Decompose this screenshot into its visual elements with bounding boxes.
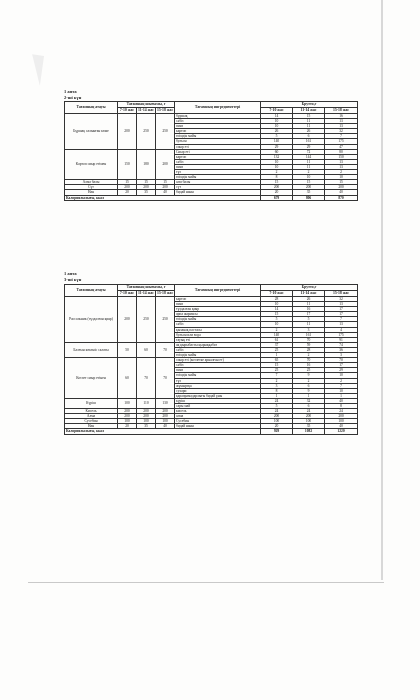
gross-value: 40 <box>325 190 358 195</box>
ingredient-name: алма <box>175 414 261 419</box>
portion-value: 50 <box>118 342 137 357</box>
gross-value: 28 <box>293 347 325 352</box>
gross-value: 11 <box>293 302 325 307</box>
ingredient-name: тұз <box>175 170 261 175</box>
gross-value: 100 <box>261 419 293 424</box>
total-label: Калориялылығы, ккал <box>65 195 261 200</box>
portion-value: 150 <box>118 149 137 180</box>
ingredient-name: қызанақ пастасы <box>175 327 261 332</box>
portion-value: 35 <box>137 424 156 429</box>
portion-value: 200 <box>118 414 137 419</box>
gross-value: 5 <box>261 134 293 139</box>
portion-value: 200 <box>137 414 156 419</box>
gross-value: 24 <box>293 409 325 414</box>
ingredient-name: қарапрамадарлығы бидай ұны <box>175 393 261 398</box>
gross-value: 150 <box>325 154 358 159</box>
gross-value: 13 <box>325 164 358 169</box>
gross-value: 2 <box>261 170 293 175</box>
gross-value: 200 <box>325 185 358 190</box>
gross-value: 29 <box>325 368 358 373</box>
page-bottom-edge <box>28 582 384 583</box>
gross-value: 4 <box>325 327 358 332</box>
portion-value: 100 <box>156 419 175 424</box>
portion-value: 200 <box>156 414 175 419</box>
portion-value: 100 <box>137 419 156 424</box>
total-value: 929 <box>261 429 293 434</box>
ingredient-name: өсімдік майы <box>175 373 261 378</box>
gross-value: 100 <box>325 419 358 424</box>
gross-value: 10 <box>261 302 293 307</box>
gross-value: 10 <box>261 164 293 169</box>
ingredient-name: тұз <box>175 378 261 383</box>
gross-value: 61 <box>261 337 293 342</box>
gross-value: 11 <box>293 124 325 129</box>
total-value: 1082 <box>293 429 325 434</box>
gross-value: 13 <box>325 124 358 129</box>
ingredient-name: сәбіз <box>175 159 261 164</box>
portion-value: 20 <box>118 424 137 429</box>
gross-value: 16 <box>293 363 325 368</box>
gross-value: 7 <box>325 134 358 139</box>
gross-value: 65 <box>261 358 293 363</box>
portion-value: 200 <box>156 185 175 190</box>
gross-value: 6 <box>293 403 325 408</box>
gross-value: 17 <box>325 312 358 317</box>
gross-value: 15 <box>325 180 358 185</box>
menu2-week-label: 1 апта <box>64 271 77 276</box>
gross-value: 3 <box>293 327 325 332</box>
gross-value: 8 <box>325 403 358 408</box>
ingredient-name: сиыр еті (котлетке арналған ет) <box>175 358 261 363</box>
gross-value: 10 <box>325 373 358 378</box>
gross-value: 10 <box>261 159 293 164</box>
ingredient-name: жұмыртқа <box>175 383 261 388</box>
age-header: 15-18 жас <box>157 108 174 113</box>
gross-value: 100 <box>293 419 325 424</box>
gross-value: 91 <box>325 337 358 342</box>
gross-value: 25 <box>293 368 325 373</box>
gross-value: 14 <box>261 307 293 312</box>
portion-value: 200 <box>118 409 137 414</box>
gross-value: 11 <box>293 119 325 124</box>
ingredient-name: Сусебин <box>175 419 261 424</box>
dish-name: Кисель <box>65 409 118 414</box>
portion-value: 180 <box>137 149 156 180</box>
gross-value: 29 <box>293 144 325 149</box>
menu1-day-label: 2-ші күн <box>64 95 82 100</box>
age-header: 15-18 жас <box>325 108 358 114</box>
gross-value: 161 <box>293 332 325 337</box>
gross-value: 16 <box>325 114 358 119</box>
gross-value: 6 <box>293 134 325 139</box>
gross-value: 2 <box>325 378 358 383</box>
age-header: 7-10 жас <box>261 291 293 297</box>
total-value: 679 <box>261 195 293 200</box>
gross-value: 3 <box>325 353 358 358</box>
gross-value: 70 <box>293 358 325 363</box>
gross-value: 9 <box>293 388 325 393</box>
page-right-edge <box>381 0 383 580</box>
portion-value: 70 <box>156 358 175 399</box>
ingredient-name: кисель <box>175 409 261 414</box>
gross-value: 11 <box>293 164 325 169</box>
gross-value: 13 <box>325 159 358 164</box>
gross-value: 36 <box>325 347 358 352</box>
portion-value: 200 <box>156 149 175 180</box>
gross-value: 29 <box>261 144 293 149</box>
gross-value: 24 <box>261 398 293 403</box>
menu1-table <box>64 101 358 201</box>
portion-value: 100 <box>118 419 137 424</box>
dish-name: Күріш <box>65 398 118 408</box>
gross-value: 2 <box>325 170 358 175</box>
gross-value: 7 <box>325 317 358 322</box>
total-value: 806 <box>293 195 325 200</box>
ingredient-name: өсімдік майы <box>175 353 261 358</box>
ingredient-name: сухари <box>175 388 261 393</box>
gross-value: 15 <box>293 114 325 119</box>
portion-value: 70 <box>137 358 156 399</box>
ingredient-name: пияз <box>175 368 261 373</box>
portion-value: 250 <box>156 114 175 150</box>
portion-value: 15 <box>156 180 175 185</box>
gross-value: 20 <box>261 424 293 429</box>
total-row <box>65 195 358 200</box>
gross-value: 144 <box>293 154 325 159</box>
gross-value: 24 <box>325 409 358 414</box>
dish-name: Нан <box>65 424 118 429</box>
gross-header: Брутто,г <box>261 102 358 108</box>
ingredient-name: картоп <box>175 129 261 134</box>
gross-value: 11 <box>293 159 325 164</box>
gross-value: 2 <box>261 327 293 332</box>
gross-value: 8 <box>261 388 293 393</box>
gross-value: 14 <box>261 114 293 119</box>
ingredient-name: сәбіз <box>175 119 261 124</box>
ingredient-name: сүт <box>175 185 261 190</box>
portion-value: 200 <box>118 185 137 190</box>
portion-value: 250 <box>137 114 156 150</box>
portion-value: 130 <box>156 398 175 408</box>
age-header: 7-10 жас <box>118 108 137 114</box>
portion-value: 200 <box>118 114 137 150</box>
ingredient-name: ақ қырыбасты қырыққабат <box>175 342 261 347</box>
ingredient-name: пияз <box>175 124 261 129</box>
gross-value: 8 <box>261 175 293 180</box>
portion-value: 200 <box>118 297 137 343</box>
gross-value: 200 <box>293 414 325 419</box>
ingredients-header: Тағамның ингредиенттері <box>175 102 261 114</box>
gross-value: 10 <box>261 124 293 129</box>
gross-value: 25 <box>261 368 293 373</box>
gross-value: 26 <box>261 129 293 134</box>
gross-value: 10 <box>325 388 358 393</box>
ingredient-name: өсімдік майы <box>175 317 261 322</box>
dish-name: Нан <box>65 190 118 195</box>
portion-value: 200 <box>137 409 156 414</box>
gross-value: 28 <box>261 297 293 302</box>
portion-value: 40 <box>156 190 175 195</box>
ingredient-name: сәбіз <box>175 363 261 368</box>
gross-value: 3 <box>261 383 293 388</box>
gross-value: 15 <box>261 363 293 368</box>
gross-value: 10 <box>293 175 325 180</box>
dish-name: Сусебин <box>65 419 118 424</box>
gross-value: 13 <box>325 302 358 307</box>
dish-name: Балғын көкөніс салаты <box>65 342 118 357</box>
gross-value: 47 <box>325 144 358 149</box>
ingredient-name: арпа жармасы <box>175 312 261 317</box>
gross-value: 200 <box>261 185 293 190</box>
ingredient-name: сары май <box>175 403 261 408</box>
gross-value: 2 <box>261 378 293 383</box>
gross-value: 1 <box>261 353 293 358</box>
gross-value: 15 <box>261 180 293 185</box>
gross-value: 35 <box>293 424 325 429</box>
age-header: 7-10 жас <box>118 291 137 297</box>
dish-name: Бұршақ салынған көже <box>65 114 118 150</box>
gross-value: 70 <box>325 358 358 363</box>
gross-value: 7 <box>261 373 293 378</box>
gross-value: 17 <box>293 312 325 317</box>
ingredient-name: күріш <box>175 398 261 403</box>
gross-value: 140 <box>261 139 293 144</box>
gross-value: 200 <box>325 414 358 419</box>
gross-value: 37 <box>261 342 293 347</box>
age-header: 11-14 жас <box>293 291 325 297</box>
ingredient-name: өсімдік майы <box>175 134 261 139</box>
gross-value: 60 <box>261 149 293 154</box>
gross-value: 9 <box>293 373 325 378</box>
ingredient-name: бульон или вода <box>175 332 261 337</box>
gross-value: 72 <box>293 149 325 154</box>
gross-value: 26 <box>293 129 325 134</box>
gross-value: 40 <box>325 398 358 403</box>
gross-value: 24 <box>261 409 293 414</box>
portion-value: 35 <box>137 190 156 195</box>
ingredient-name: тауық еті <box>175 337 261 342</box>
ingredient-name: картоп <box>175 154 261 159</box>
gross-value: 32 <box>325 129 358 134</box>
ingredient-name: бидай наны <box>175 424 261 429</box>
gross-value: 13 <box>325 322 358 327</box>
gross-value: 17 <box>325 307 358 312</box>
portion-header: Тағамның шығымы, г <box>118 102 175 108</box>
menu1-week-label: 1 апта <box>64 89 77 94</box>
gross-value: 25 <box>261 347 293 352</box>
total-row <box>65 429 358 434</box>
gross-value: 5 <box>293 317 325 322</box>
age-header: 11-14 жас <box>138 108 154 113</box>
gross-value: 15 <box>293 180 325 185</box>
portion-value: 200 <box>156 409 175 414</box>
portion-value: 15 <box>118 180 137 185</box>
ingredient-name: тұздалған қияр <box>175 307 261 312</box>
gross-value: 26 <box>293 297 325 302</box>
gross-value: 32 <box>293 398 325 403</box>
gross-value: 15 <box>261 312 293 317</box>
gross-value: 10 <box>261 322 293 327</box>
gross-value: 161 <box>293 139 325 144</box>
age-header: 15-18 жас <box>325 291 358 297</box>
age-header: 11-14 жас <box>138 291 154 296</box>
dish-name: Алма балы <box>65 180 118 185</box>
dish-name: Рассольник (тұздалған қияр) <box>65 297 118 343</box>
total-value: 1220 <box>325 429 358 434</box>
portion-value: 60 <box>118 358 137 399</box>
portion-value: 20 <box>118 190 137 195</box>
ingredient-name: сәбіз <box>175 322 261 327</box>
gross-value: 70 <box>293 337 325 342</box>
ingredient-name: пияз <box>175 302 261 307</box>
dish-name-header: Тағамның атауы <box>65 285 118 297</box>
gross-value: 132 <box>261 154 293 159</box>
gross-value: 2 <box>293 170 325 175</box>
gross-value: 10 <box>325 175 358 180</box>
dish-name: Алма <box>65 414 118 419</box>
gross-value: 17 <box>325 363 358 368</box>
gross-value: 1 <box>261 393 293 398</box>
gross-value: 1 <box>325 393 358 398</box>
gross-value: 32 <box>325 297 358 302</box>
total-value: 870 <box>325 195 358 200</box>
dish-name: Сүт <box>65 185 118 190</box>
ingredient-name: картоп <box>175 297 261 302</box>
ingredient-name: алм балы <box>175 180 261 185</box>
gross-value: 7 <box>325 383 358 388</box>
gross-value: 16 <box>293 307 325 312</box>
gross-value: 11 <box>293 322 325 327</box>
dish-name: Котлет сиыр етінен <box>65 358 118 399</box>
ingredient-name: бұршақ <box>175 114 261 119</box>
gross-value: 2 <box>293 353 325 358</box>
age-header: 11-14 жас <box>293 108 325 114</box>
age-header: 7-10 жас <box>261 108 293 114</box>
gross-value: 6 <box>293 383 325 388</box>
gross-value: 13 <box>325 119 358 124</box>
dish-name: Картоп сиыр етімен <box>65 149 118 180</box>
gross-value: 20 <box>261 190 293 195</box>
gross-value: 80 <box>325 149 358 154</box>
gross-value: 1 <box>293 393 325 398</box>
gross-value: 5 <box>261 403 293 408</box>
gross-value: 5 <box>261 317 293 322</box>
gross-value: 200 <box>293 185 325 190</box>
dish-name-header: Тағамның атауы <box>65 102 118 114</box>
menu2-table <box>64 284 358 435</box>
ingredient-name: бульон <box>175 139 261 144</box>
portion-value: 70 <box>156 342 175 357</box>
gross-value: 59 <box>293 342 325 347</box>
menu2-day-label: 3-ші күн <box>64 277 82 282</box>
ingredients-header: Тағамның ингредиенттері <box>175 285 261 297</box>
gross-value: 175 <box>325 139 358 144</box>
gross-value: 74 <box>325 342 358 347</box>
gross-value: 40 <box>325 424 358 429</box>
ingredient-name: сәбіз <box>175 347 261 352</box>
gross-value: 10 <box>261 119 293 124</box>
portion-value: 100 <box>118 398 137 408</box>
ingredient-name: бидай наны <box>175 190 261 195</box>
portion-value: 250 <box>156 297 175 343</box>
gross-value: 200 <box>261 414 293 419</box>
ingredient-name: Сиыр еті <box>175 149 261 154</box>
portion-value: 60 <box>137 342 156 357</box>
portion-value: 110 <box>137 398 156 408</box>
gross-value: 35 <box>293 190 325 195</box>
total-label: Калориялылығы, ккал <box>65 429 261 434</box>
portion-value: 200 <box>137 185 156 190</box>
ingredient-name: пияз <box>175 164 261 169</box>
portion-value: 15 <box>137 180 156 185</box>
age-header: 15-18 жас <box>157 291 174 296</box>
gross-value: 175 <box>325 332 358 337</box>
gross-value: 2 <box>293 378 325 383</box>
ingredient-name: сиыр еті <box>175 144 261 149</box>
gross-header: Брутто,г <box>261 285 358 291</box>
gross-value: 140 <box>261 332 293 337</box>
ingredient-name: өсімдік майы <box>175 175 261 180</box>
portion-value: 40 <box>156 424 175 429</box>
portion-value: 250 <box>137 297 156 343</box>
portion-header: Тағамның шығымы, г <box>118 285 175 291</box>
